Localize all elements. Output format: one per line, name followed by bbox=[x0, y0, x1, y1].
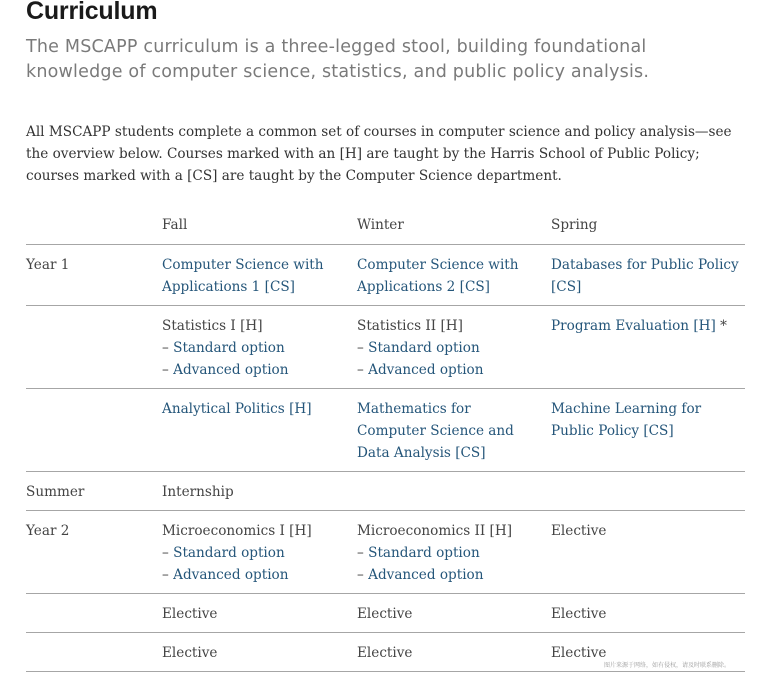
course-cell: Elective bbox=[162, 606, 218, 622]
option-line bbox=[162, 359, 342, 381]
course-title: Microeconomics I [H] bbox=[162, 523, 312, 539]
course-title: Statistics II [H] bbox=[357, 318, 463, 334]
advanced-option-link[interactable]: Advanced option bbox=[173, 567, 289, 583]
dash: – bbox=[162, 545, 174, 561]
row-label: Year 2 bbox=[26, 523, 70, 539]
table-row bbox=[26, 472, 745, 511]
header-spring: Spring bbox=[551, 217, 598, 233]
page-subtitle: The MSCAPP curriculum is a three-legged stool, building foundational knowledge of computer science, statistics, and public policy analysis. bbox=[26, 37, 650, 82]
table-row bbox=[26, 389, 745, 472]
course-cell: Elective bbox=[551, 606, 607, 622]
option-line bbox=[162, 337, 342, 359]
course-title: Microeconomics II [H] bbox=[357, 523, 513, 539]
course-link[interactable]: Computer Science with Applications 2 [CS] bbox=[357, 257, 519, 295]
dash: – bbox=[162, 340, 174, 356]
option-line bbox=[357, 337, 537, 359]
course-cell: Elective bbox=[551, 523, 607, 539]
page-title: Curriculum bbox=[26, 0, 158, 25]
advanced-option-link[interactable]: Advanced option bbox=[173, 362, 289, 378]
course-link[interactable]: Analytical Politics [H] bbox=[162, 401, 312, 417]
table-row bbox=[26, 306, 745, 389]
advanced-option-link[interactable]: Advanced option bbox=[368, 362, 484, 378]
option-line bbox=[357, 542, 537, 564]
intro-paragraph: All MSCAPP students complete a common set of courses in computer science and policy analysis—see the overview below. Courses marked with an [H] are taught by the Harris School of Public Policy; courses marked with a [CS] are taught by the Computer Science department. bbox=[26, 124, 732, 184]
table-row bbox=[26, 511, 745, 594]
course-cell: Elective bbox=[162, 645, 218, 661]
footnote-mark: * bbox=[715, 318, 727, 334]
header-winter: Winter bbox=[357, 217, 404, 233]
course-cell bbox=[162, 520, 342, 586]
standard-option-link[interactable]: Standard option bbox=[368, 340, 480, 356]
course-cell bbox=[357, 520, 537, 586]
advanced-option-link[interactable]: Advanced option bbox=[368, 567, 484, 583]
dash: – bbox=[162, 567, 174, 583]
dash: – bbox=[162, 362, 174, 378]
standard-option-link[interactable]: Standard option bbox=[173, 340, 285, 356]
course-cell: Elective bbox=[551, 645, 607, 661]
course-cell: Elective bbox=[357, 645, 413, 661]
dash: – bbox=[357, 340, 369, 356]
course-cell bbox=[357, 315, 537, 381]
row-label: Summer bbox=[26, 484, 85, 500]
table-row bbox=[26, 245, 745, 306]
course-cell bbox=[551, 315, 741, 337]
course-cell: Elective bbox=[357, 606, 413, 622]
header-fall: Fall bbox=[162, 217, 188, 233]
course-link[interactable]: Computer Science with Applications 1 [CS] bbox=[162, 257, 324, 295]
dash: – bbox=[357, 362, 369, 378]
course-link[interactable]: Machine Learning for Public Policy [CS] bbox=[551, 401, 702, 439]
watermark-text: 图片来源于网络，如有侵权，请及时联系删除。 bbox=[604, 662, 731, 669]
dash: – bbox=[357, 567, 369, 583]
course-link[interactable]: Mathematics for Computer Science and Data Analysis [CS] bbox=[357, 401, 514, 461]
course-cell bbox=[162, 315, 342, 381]
row-label: Year 1 bbox=[26, 257, 70, 273]
course-cell: Internship bbox=[162, 484, 234, 500]
option-line bbox=[162, 542, 342, 564]
dash: – bbox=[357, 545, 369, 561]
course-link[interactable]: Databases for Public Policy [CS] bbox=[551, 257, 739, 295]
course-link[interactable]: Program Evaluation [H] bbox=[551, 318, 716, 334]
standard-option-link[interactable]: Standard option bbox=[173, 545, 285, 561]
option-line bbox=[357, 359, 537, 381]
option-line bbox=[357, 564, 537, 586]
table-row bbox=[26, 594, 745, 633]
option-line bbox=[162, 564, 342, 586]
standard-option-link[interactable]: Standard option bbox=[368, 545, 480, 561]
table-header bbox=[26, 214, 745, 245]
course-title: Statistics I [H] bbox=[162, 318, 263, 334]
